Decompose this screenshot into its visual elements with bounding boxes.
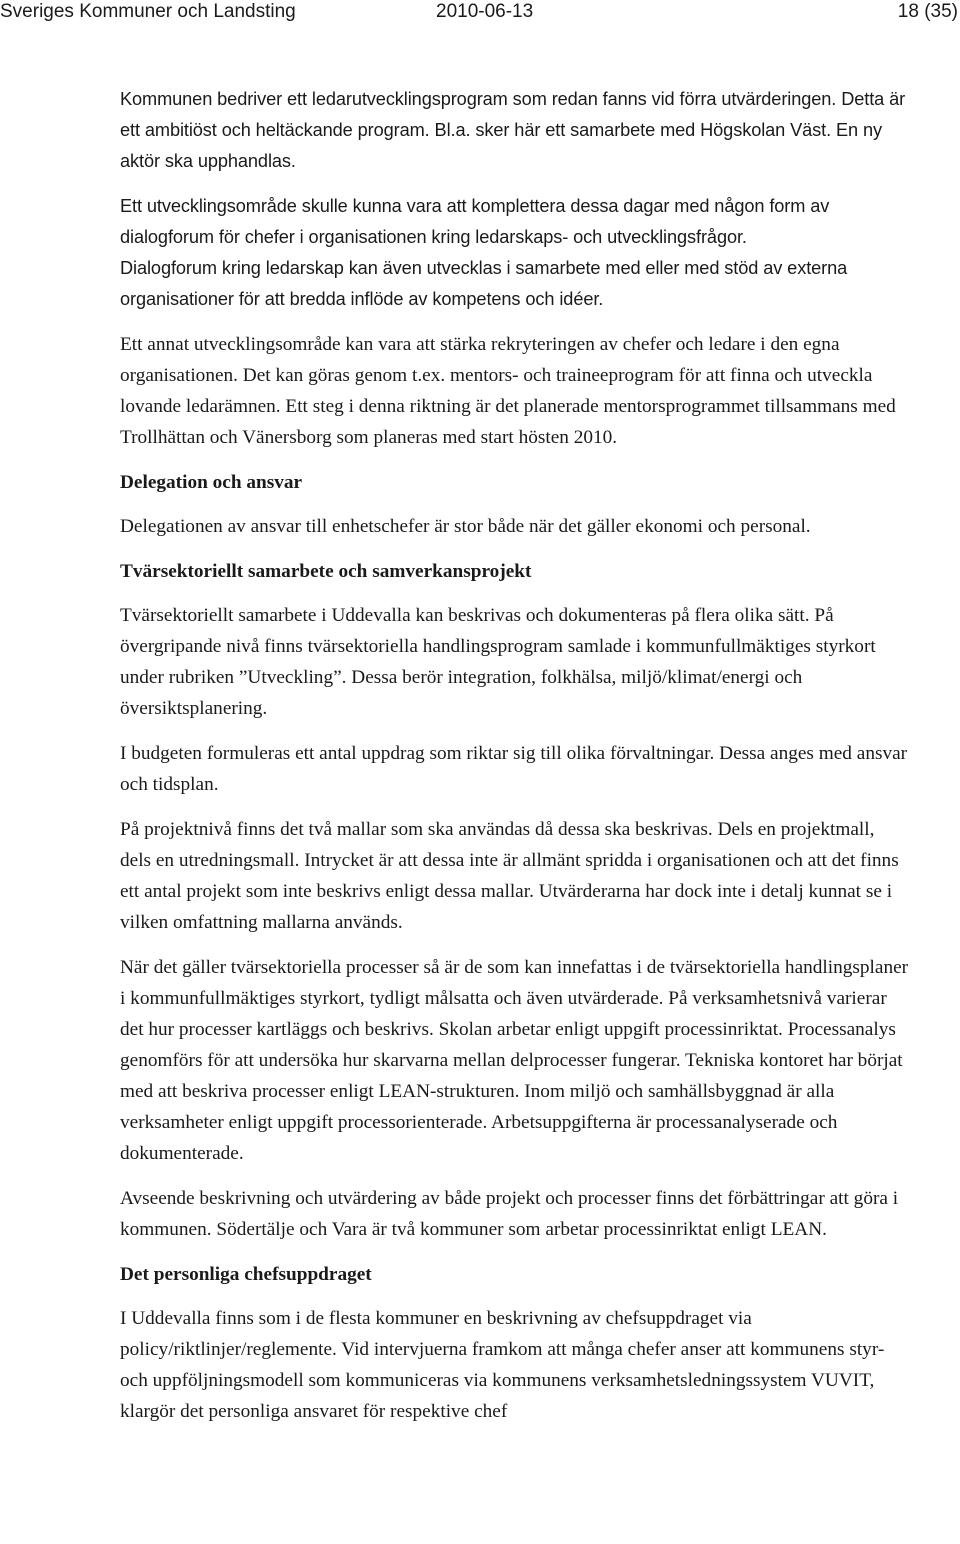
paragraph-leadership-program: Kommunen bedriver ett ledarutvecklingsprogram som redan fanns vid förra utvärderingen. Detta är ett ambitiöst och heltäckande program. Bl.a. sker här ett samarbete med Högskolan Väst. En ny aktör ska upphandlas. <box>120 89 906 171</box>
heading-cross-sector: Tvärsektoriellt samarbete och samverkansprojekt <box>120 561 532 582</box>
paragraph-dialog-forum: Dialogforum kring ledarskap kan även utvecklas i samarbete med eller med stöd av externa organisationer för att bredda inflöde av kompetens och idéer. <box>120 258 848 309</box>
paragraph-recruitment: Ett annat utvecklingsområde kan vara att stärka rekryteringen av chefer och ledare i den egna organisationen. Det kan göras genom t.ex. mentors- och traineeprogram för att finna och utveckla lovande ledarämnen. Ett steg i denna riktning är det planerade mentorsprogrammet tillsammans med Trollhättan och Vänersborg som planeras med start hösten 2010. <box>120 334 896 448</box>
paragraph-processes: När det gäller tvärsektoriella processer så är de som kan innefattas i de tvärsektoriella handlingsplaner i kommunfullmäktiges styrkort, tydligt målsatta och även utvärderade. På verksamhetsnivå varierar det hur processer kartläggs och beskrivs. Skolan arbetar enligt uppgift processinriktat. Processanalys genomförs för att undersöka hur skarvarna mellan delprocesser fungerar. Tekniska kontoret har börjat med att beskriva processer enligt LEAN-strukturen. Inom miljö och samhällsbyggnad är alla verksamheter enligt uppgift processorienterade. Arbetsuppgifterna är processanalyserade och dokumenterade. <box>120 957 909 1164</box>
paragraph-development-area: Ett utvecklingsområde skulle kunna vara att komplettera dessa dagar med någon form av dialogforum för chefer i organisationen kring ledarskaps- och utvecklingsfrågor. <box>120 196 830 247</box>
paragraph-delegation: Delegationen av ansvar till enhetschefer är stor både när det gäller ekonomi och personal. <box>120 516 811 537</box>
heading-manager-assignment: Det personliga chefsuppdraget <box>120 1264 372 1285</box>
page-header <box>0 0 960 30</box>
paragraph-budget: I budgeten formuleras ett antal uppdrag som riktar sig till olika förvaltningar. Dessa anges med ansvar och tidsplan. <box>120 743 908 795</box>
paragraph-manager-assignment: I Uddevalla finns som i de flesta kommuner en beskrivning av chefsuppdraget via policy/riktlinjer/reglemente. Vid intervjuerna framkom att många chefer anser att kommunens styr- och uppföljningsmodell som kommuniceras via kommunens verksamhetsledningssystem VUVIT, klargör det personliga ansvaret för respektive chef <box>120 1308 885 1422</box>
paragraph-project-templates: På projektnivå finns det två mallar som ska användas då dessa ska beskrivas. Dels en projektmall, dels en utredningsmall. Intrycket är att dessa inte är allmänt spridda i organisationen och att det finns ett antal projekt som inte beskrivs enligt dessa mallar. Utvärderarna har dock inte i detalj kunnat se i vilken omfattning mallarna används. <box>120 819 899 933</box>
header-page-number: 18 (35) <box>897 1 958 22</box>
header-date: 2010-06-13 <box>436 1 534 22</box>
paragraph-cross-sector: Tvärsektoriellt samarbete i Uddevalla kan beskrivas och dokumenteras på flera olika sätt. På övergripande nivå finns tvärsektoriella handlingsprogram samlade i kommunfullmäktiges styrkort under rubriken ”Utveckling”. Dessa berör integration, folkhälsa, miljö/klimat/energi och översiktsplanering. <box>120 605 876 719</box>
heading-delegation: Delegation och ansvar <box>120 472 303 493</box>
header-organization: Sveriges Kommuner och Landsting <box>0 1 296 22</box>
document-body <box>120 84 910 1427</box>
paragraph-improvements: Avseende beskrivning och utvärdering av både projekt och processer finns det förbättringar att göra i kommunen. Södertälje och Vara är två kommuner som arbetar processinriktat enligt LEAN. <box>120 1188 899 1240</box>
